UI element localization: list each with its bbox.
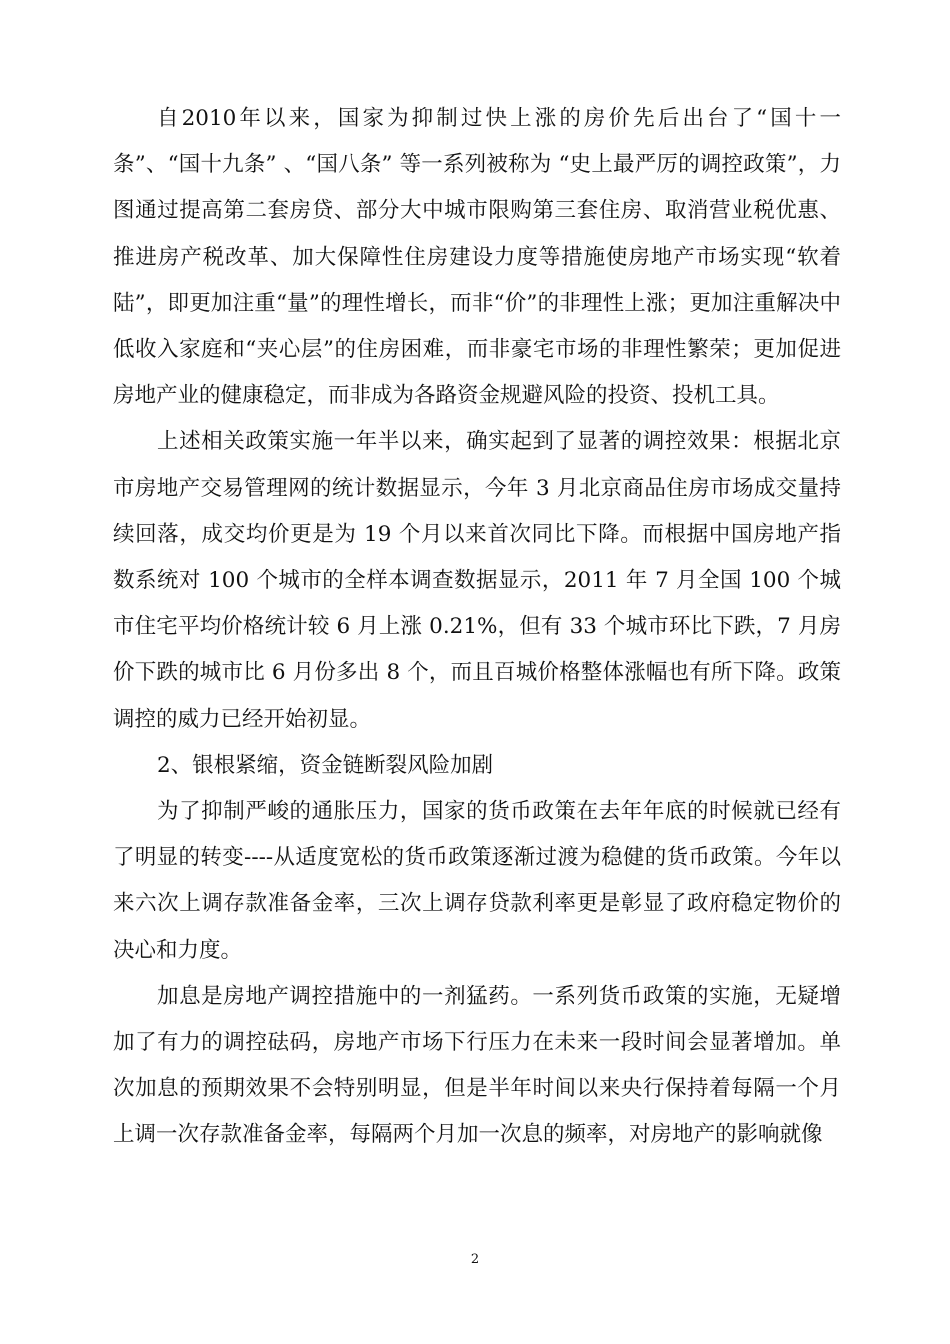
page-number: 2	[470, 1252, 480, 1267]
section-heading: 2、银根紧缩，资金链断裂风险加剧	[157, 752, 494, 778]
paragraph-interest-rates: 加息是房地产调控措施中的一剂猛药。一系列货币政策的实施，无疑增加了有力的调控砝码，房地产市场下行压力在未来一段时间会显著增加。单次加息的预期效果不会特别明显，但是半年时间以来央行保持着每隔一个月上调一次存款准备金率，每隔两个月加一次息的频率，对房地产的影响就像	[113, 983, 841, 1148]
paragraph-policy-effects: 上述相关政策实施一年半以来，确实起到了显著的调控效果：根据北京市房地产交易管理网的统计数据显示，今年 3 月北京商品住房市场成交量持续回落，成交均价更是为 19 个月以来首次同比下降。而根据中国房地产指数系统对 100 个城市的全样本调查数据显示，2011 年 7 月全国 100 个城市住宅平均价格统计较 6 月上涨 0.21%，但有 33 个城市环比下跌，7 月房价下跌的城市比 6 月份多出 8 个，而且百城价格整体涨幅也有所下降。政策调控的威力已经开始初显。	[113, 429, 841, 732]
page-body	[113, 96, 841, 1159]
paragraph-policy-overview: 自2010年以来，国家为抑制过快上涨的房价先后出台了“国十一条”、“国十九条” 、“国八条” 等一系列被称为 “史上最严厉的调控政策”，力图通过提高第二套房贷、部分大中城市限购第三套住房、取消营业税优惠、推进房产税改革、加大保障性住房建设力度等措施使房地产市场实现“软着陆”，即更加注重“量”的理性增长，而非“价”的非理性上涨；更加注重解决中低收入家庭和“夹心层”的住房困难，而非豪宅市场的非理性繁荣；更加促进房地产业的健康稳定，而非成为各路资金规避风险的投资、投机工具。	[113, 106, 841, 409]
paragraph-monetary-policy: 为了抑制严峻的通胀压力，国家的货币政策在去年年底的时候就已经有了明显的转变----从适度宽松的货币政策逐渐过渡为稳健的货币政策。今年以来六次上调存款准备金率，三次上调存贷款利率更是彰显了政府稳定物价的决心和力度。	[113, 799, 841, 963]
